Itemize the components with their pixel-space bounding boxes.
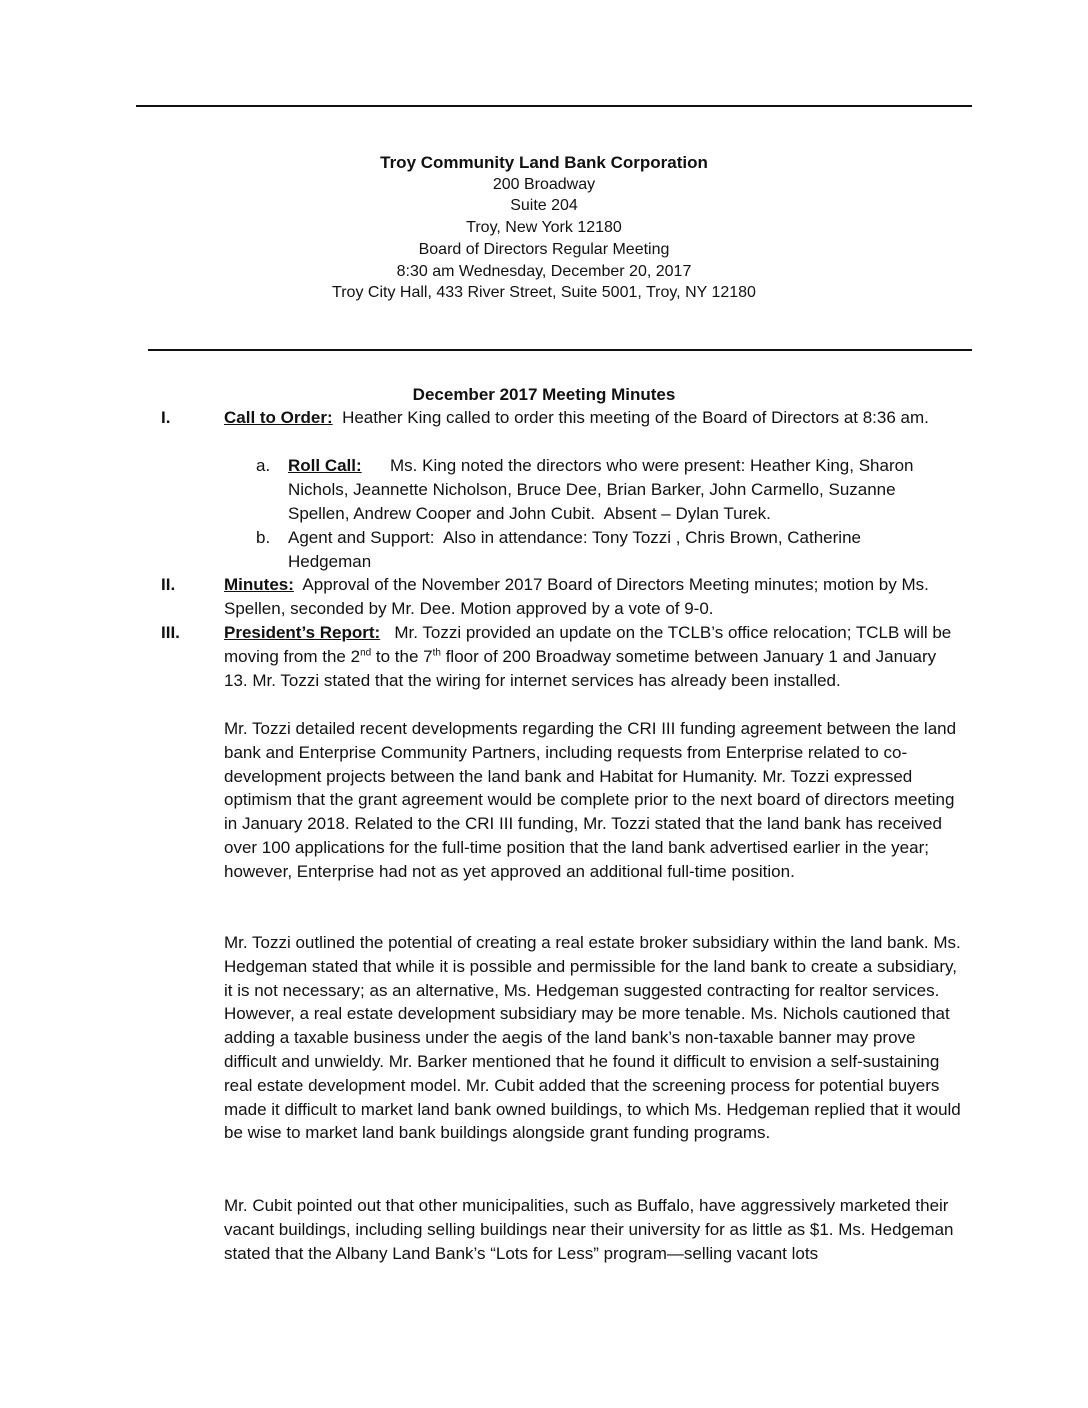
section-heading: Minutes:	[224, 575, 294, 594]
section-numeral-2: II.	[161, 575, 176, 594]
meeting-type: Board of Directors Regular Meeting	[418, 240, 670, 258]
report-text: Mr. Tozzi provided an update on the TCLB’s office relocation; TCLB will be moving from the 2	[224, 623, 956, 666]
superscript: nd	[360, 647, 372, 659]
top-divider	[136, 105, 972, 107]
header-divider	[148, 349, 972, 351]
address-line-2: Suite 204	[510, 197, 578, 215]
section-numeral-3: III.	[161, 623, 180, 642]
minutes-title: December 2017 Meeting Minutes	[412, 385, 676, 404]
sub-heading: Roll Call:	[288, 456, 362, 475]
document-header	[136, 152, 952, 304]
address-line-1: 200 Broadway	[492, 175, 596, 193]
address-city: Troy, New York 12180	[466, 219, 622, 237]
report-paragraph-3: Mr. Tozzi outlined the potential of creating a real estate broker subsidiary within the land bank. Ms. Hedgeman stated that while it is possible and permissible for the land bank to create a subsidiary, it is not necessary; as an alternative, Ms. Hedgeman suggested contracting for realtor services. However, a real estate development subsidiary may be more tenable. Ms. Nichols cautioned that adding a taxable business under the aegis of the land bank’s non-taxable banner may prove difficult and unwieldy. Mr. Barker mentioned that he found it difficult to envision a self-sustaining real estate development model. Mr. Cubit added that the screening process for potential buyers made it difficult to market land bank owned buildings, to which Ms. Hedgeman replied that it would be wise to market land bank buildings alongside grant funding programs.	[224, 933, 966, 1143]
sub-text: Ms. King noted the directors who were present: Heather King, Sharon Nichols, Jeannette Nicholson, Bruce Dee, Brian Barker, John Carmello, Suzanne Spellen, Andrew Cooper and John Cubit. Absent – Dylan Turek.	[288, 456, 919, 523]
agent-support: Agent and Support: Also in attendance: Tony Tozzi , Chris Brown, Catherine Hedgeman	[288, 528, 866, 571]
section-minutes	[224, 573, 964, 621]
section-text: Heather King called to order this meeting of the Board of Directors at 8:36 am.	[332, 408, 929, 427]
meeting-datetime: 8:30 am Wednesday, December 20, 2017	[396, 262, 692, 280]
section-heading: President’s Report:	[224, 623, 381, 642]
superscript: th	[432, 647, 441, 659]
meeting-location: Troy City Hall, 433 River Street, Suite 5001, Troy, NY 12180	[332, 284, 756, 302]
sub-letter-a: a.	[256, 456, 271, 475]
report-paragraph-2: Mr. Tozzi detailed recent developments regarding the CRI III funding agreement between the land bank and Enterprise Community Partners, including requests from Enterprise related to co-development projects between the land bank and Habitat for Humanity. Mr. Tozzi expressed optimism that the grant agreement would be complete prior to the next board of directors meeting in January 2018. Related to the CRI III funding, Mr. Tozzi stated that the land bank has received over 100 applications for the full-time position that the land bank advertised earlier in the year; however, Enterprise had not as yet approved an additional full-time position.	[224, 719, 961, 881]
roll-call	[288, 454, 948, 525]
section-text: Approval of the November 2017 Board of Directors Meeting minutes; motion by Ms. Spellen, seconded by Mr. Dee. Motion approved by a vote of 9-0.	[224, 575, 934, 618]
section-president-report	[224, 621, 964, 692]
report-text: to the 7	[371, 646, 433, 666]
report-text: floor of 200 Broadway sometime between January 1 and January 13. Mr. Tozzi stated that the wiring for internet services has already been installed.	[224, 646, 941, 690]
report-paragraph-4: Mr. Cubit pointed out that other municipalities, such as Buffalo, have aggressively marketed their vacant buildings, including selling buildings near their university for as little as $1. Ms. Hedgeman stated that the Albany Land Bank’s “Lots for Less” program—selling vacant lots	[224, 1196, 959, 1263]
section-numeral-1: I.	[161, 408, 171, 427]
organization-name: Troy Community Land Bank Corporation	[380, 153, 708, 172]
section-call-to-order	[224, 406, 964, 430]
section-heading: Call to Order:	[224, 408, 333, 427]
sub-letter-b: b.	[256, 528, 271, 547]
